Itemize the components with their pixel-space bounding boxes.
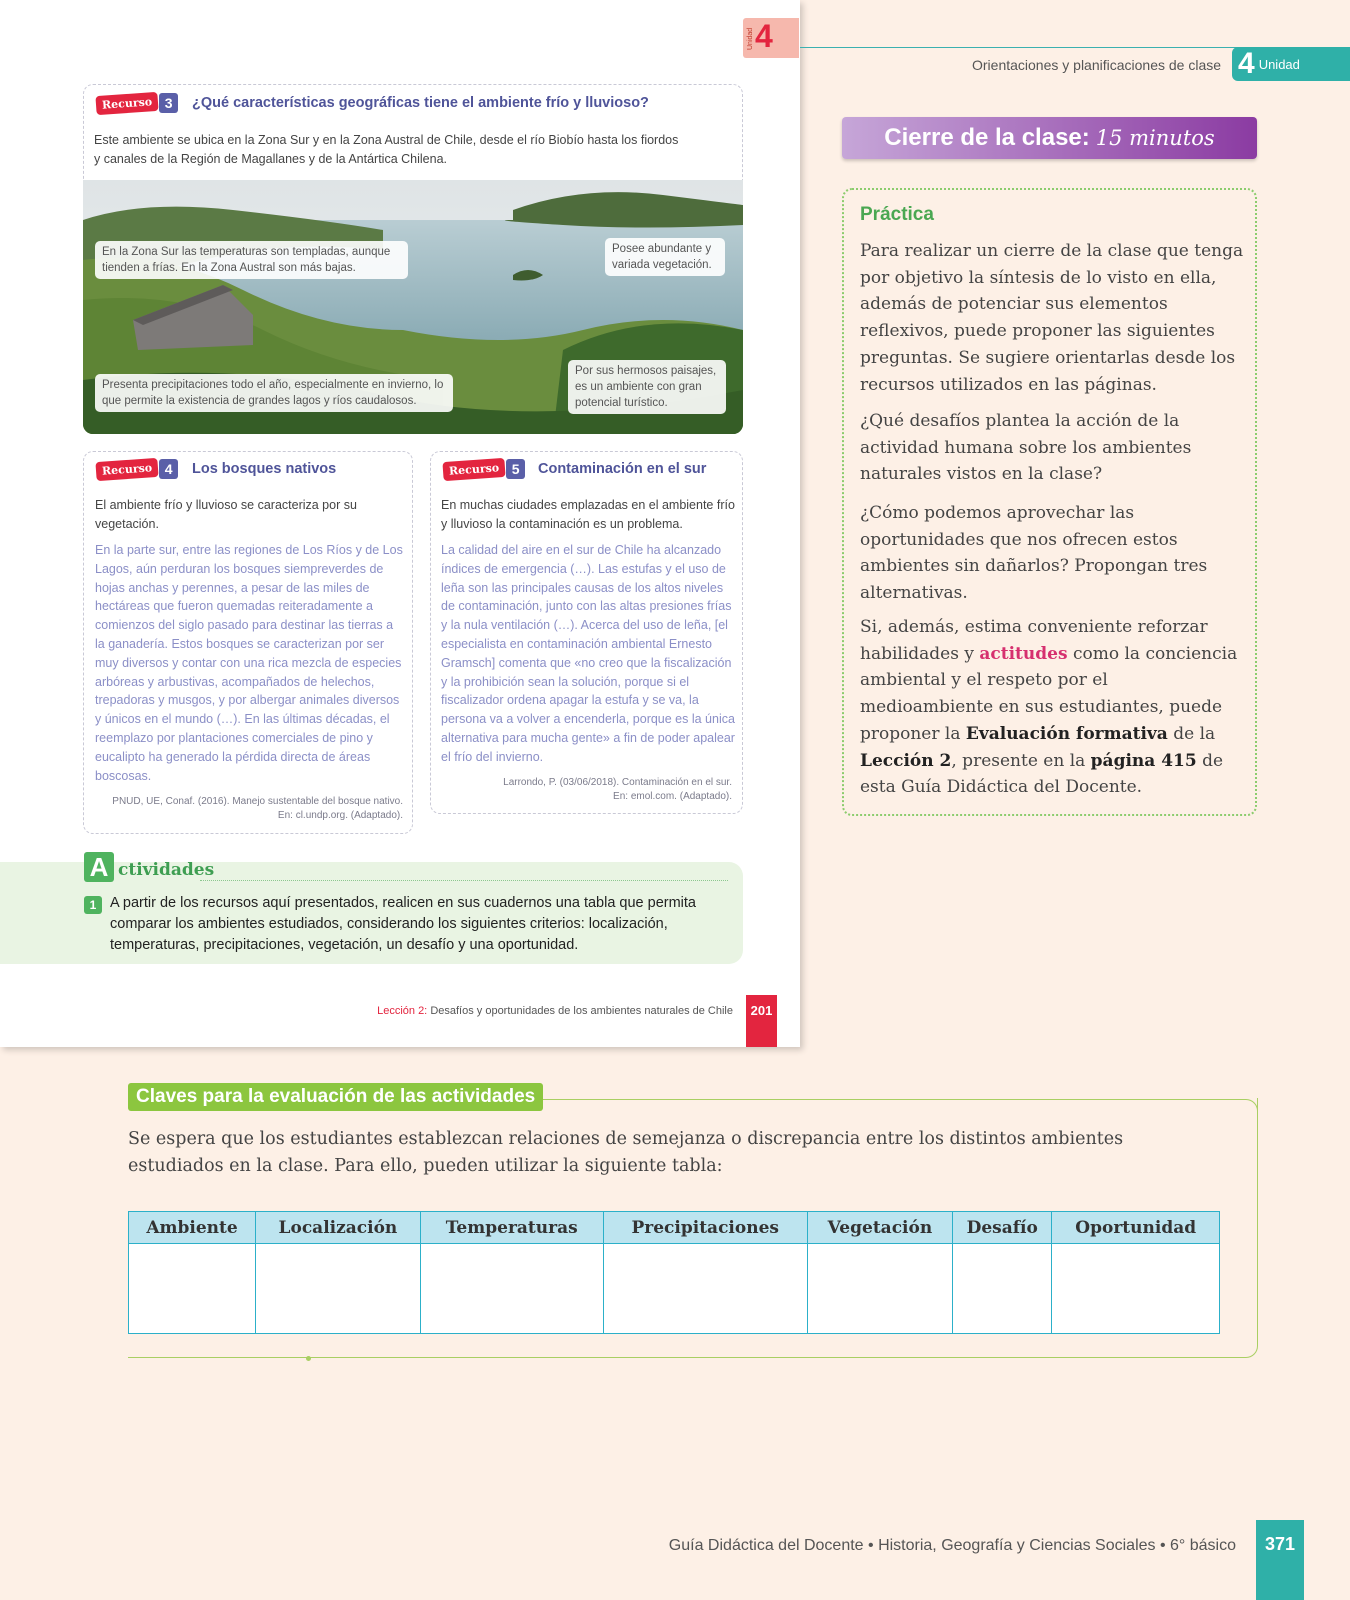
- table-cell: [953, 1244, 1052, 1334]
- claves-frame-dot: [306, 1356, 311, 1361]
- callout-vegetation: Posee abundante y variada vegetación.: [605, 238, 725, 276]
- criteria-table: [128, 1211, 1220, 1334]
- lesson-title: Desafíos y oportunidades de los ambientes naturales de Chile: [430, 1005, 733, 1017]
- activities-title: ctividades: [118, 860, 215, 880]
- resource-badge-label: Recurso: [95, 457, 158, 480]
- guide-page-number: 371: [1256, 1520, 1304, 1600]
- claves-text: Se espera que los estudiantes establezcan relaciones de semejanza o discrepancia entre los distintos ambientes estudiados en la clase. Para ello, pueden utilizar la siguiente tabla:: [128, 1129, 1124, 1176]
- activity-text: A partir de los recursos aquí presentados, realicen en sus cuadernos una tabla que permita comparar los ambientes estudiados, considerando los siguientes criterios: localización, temperaturas, precipitaciones, vegetación, un desafío y una oportunidad.: [110, 895, 696, 953]
- table-cell: [129, 1244, 256, 1334]
- resource-3-badge: [96, 93, 178, 113]
- resource-3-intro-line2: y canales de la Región de Magallanes y de la Antártica Chilena.: [94, 151, 447, 166]
- activities-initial: A: [84, 852, 114, 882]
- p2-highlight: actitudes: [979, 643, 1068, 664]
- resource-badge-number: 4: [159, 459, 178, 479]
- lesson-label: Lección 2:: [377, 1005, 428, 1017]
- header-text: Orientaciones y planificaciones de clase: [972, 57, 1222, 73]
- callout-tourism: Por sus hermosos paisajes, es un ambiente con gran potencial turístico.: [568, 360, 726, 414]
- resource-4-source-line2: En: cl.undp.org. (Adaptado).: [277, 810, 403, 821]
- p2-text-b: como la conciencia ambiental y el respeto por el medioambiente en sus estudiantes, puede proponer la: [860, 643, 1238, 744]
- practica-question-2: ¿Cómo podemos aprovechar las oportunidades que nos ofrecen estos ambientes sin dañarlos? Propongan tres alternativas.: [860, 503, 1208, 604]
- resource-badge-number: 5: [506, 459, 525, 479]
- resource-4-source-line1: PNUD, UE, Conaf. (2016). Manejo sustentable del bosque nativo.: [112, 796, 403, 807]
- resource-4-body: En la parte sur, entre las regiones de Los Ríos y de Los Lagos, aún perduran los bosques siempreverdes de hojas anchas y perennes, a pesar de las miles de hectáreas que fueron quemadas reiteradamente a comienzos del siglo pasado para destinar las tierras a la ganadería. Estos bosques se caracterizan por ser muy diversos y contar con una rica mezcla de especies arbóreas y arbustivas, acompañados de helechos, trepadoras y musgos, y por albergar animales diversos y únicos en el mundo (…). En las últimas décadas, el reemplazo por plantaciones comerciales de pino y eucalipto ha generado la pérdida directa de áreas boscosas.: [95, 543, 403, 783]
- cierre-duration: 15 minutos: [1095, 126, 1215, 150]
- table-cell: [1052, 1244, 1220, 1334]
- table-header-cell: Desafío: [953, 1212, 1052, 1244]
- callout-precipitation: Presenta precipitaciones todo el año, especialmente en invierno, lo que permite la existencia de grandes lagos y ríos caudalosos.: [95, 374, 453, 412]
- guide-footer: Guía Didáctica del Docente • Historia, Geografía y Ciencias Sociales • 6° básico: [668, 1537, 1236, 1554]
- resource-5-badge: [443, 459, 525, 479]
- table-header-cell: Oportunidad: [1052, 1212, 1220, 1244]
- table-header-cell: Precipitaciones: [603, 1212, 807, 1244]
- p2-bold-1: Evaluación formativa: [965, 723, 1168, 744]
- table-header-row: [129, 1212, 1220, 1244]
- table-header-cell: Ambiente: [129, 1212, 256, 1244]
- table-header-cell: Vegetación: [807, 1212, 952, 1244]
- claves-label: Claves para la evaluación de las actividades: [128, 1083, 543, 1111]
- resource-4-source: [95, 795, 403, 823]
- callout-temperatures: En la Zona Sur las temperaturas son templadas, aunque tienden a frías. En la Zona Austral son más bajas.: [95, 241, 408, 279]
- practica-heading: Práctica: [860, 204, 934, 225]
- resource-3-title: ¿Qué características geográficas tiene el ambiente frío y lluvioso?: [192, 95, 649, 111]
- activities-divider: [200, 880, 728, 881]
- unit-badge-number: 4: [1238, 47, 1255, 80]
- resource-4-intro: El ambiente frío y lluvioso se caracteriza por su vegetación.: [95, 498, 357, 531]
- student-footer: [377, 1005, 733, 1017]
- table-cell: [603, 1244, 807, 1334]
- unit-tab-number: 4: [755, 18, 773, 54]
- resource-5-source-line1: Larrondo, P. (03/06/2018). Contaminación en el sur.: [503, 777, 732, 788]
- resource-5-source: [441, 776, 732, 804]
- p2-bold-3: página 415: [1090, 750, 1197, 771]
- table-cell: [807, 1244, 952, 1334]
- resource-5-title: Contaminación en el sur: [538, 461, 707, 477]
- table-cell: [256, 1244, 421, 1334]
- resource-3-intro-line1: Este ambiente se ubica en la Zona Sur y en la Zona Austral de Chile, desde el río Biobío hasta los fiordos: [94, 133, 679, 147]
- resource-badge-label: Recurso: [442, 457, 505, 480]
- practica-box: [842, 188, 1257, 816]
- resource-5-body: La calidad del aire en el sur de Chile ha alcanzado índices de emergencia (…). Las estufas y el uso de leña son las principales causas de los altos niveles de contaminación, junto con las altas presiones frías y la nula ventilación (…). Acerca del uso de leña, [el especialista en contaminación ambiental Ernesto Gramsch] comenta que «no creo que la fiscalización y la prohibición sean la solución, porque si el fiscalizador ordena apagar la estufa y se va, la persona va a volver a encenderla, porque es la única alternativa para mucha gente» a fin de poder apalear el frío del invierno.: [441, 543, 735, 764]
- claves-frame-top: [525, 1099, 1258, 1111]
- cierre-banner: [842, 117, 1257, 159]
- p2-text-e: de esta Guía Didáctica del Docente.: [860, 750, 1224, 798]
- table-row: [129, 1244, 1220, 1334]
- cierre-title: Cierre de la clase:: [884, 124, 1090, 151]
- practica-question-1: ¿Qué desafíos plantea la acción de la actividad humana sobre los ambientes naturales vistos en la clase?: [860, 411, 1192, 485]
- p2-text-a: Si, además, estima conveniente reforzar habilidades y: [860, 617, 1208, 664]
- unit-tab: [743, 18, 799, 58]
- practica-paragraph-2: [860, 614, 1245, 801]
- resource-badge-label: Recurso: [95, 91, 158, 114]
- p2-text-c: de la: [1167, 723, 1216, 744]
- table-header-cell: Temperaturas: [420, 1212, 603, 1244]
- resource-badge-number: 3: [159, 93, 178, 113]
- unit-badge-word: Unidad: [1258, 56, 1300, 72]
- table-cell: [420, 1244, 603, 1334]
- student-page-number: 201: [746, 995, 777, 1047]
- practica-paragraph-1: Para realizar un cierre de la clase que tenga por objetivo la síntesis de lo visto en ella, además de potenciar sus elementos reflexivos, puede proponer las siguientes preguntas. Se sugiere orientarlas desde los recursos utilizados en las páginas.: [860, 241, 1244, 395]
- resource-4-title: Los bosques nativos: [192, 461, 337, 477]
- activity-number: 1: [84, 896, 102, 914]
- resource-3-intro: [94, 131, 734, 168]
- resource-5-source-line2: En: emol.com. (Adaptado).: [613, 791, 732, 802]
- p2-text-d: , presente en la: [951, 750, 1091, 771]
- student-page: [0, 0, 800, 1047]
- unit-tab-word: Unidad: [747, 27, 754, 50]
- resource-4-badge: [96, 459, 178, 479]
- p2-bold-2: Lección 2: [860, 750, 952, 771]
- resource-5-intro: En muchas ciudades emplazadas en el ambiente frío y lluvioso la contaminación es un problema.: [441, 498, 735, 531]
- unit-badge: [1232, 47, 1350, 81]
- table-header-cell: Localización: [256, 1212, 421, 1244]
